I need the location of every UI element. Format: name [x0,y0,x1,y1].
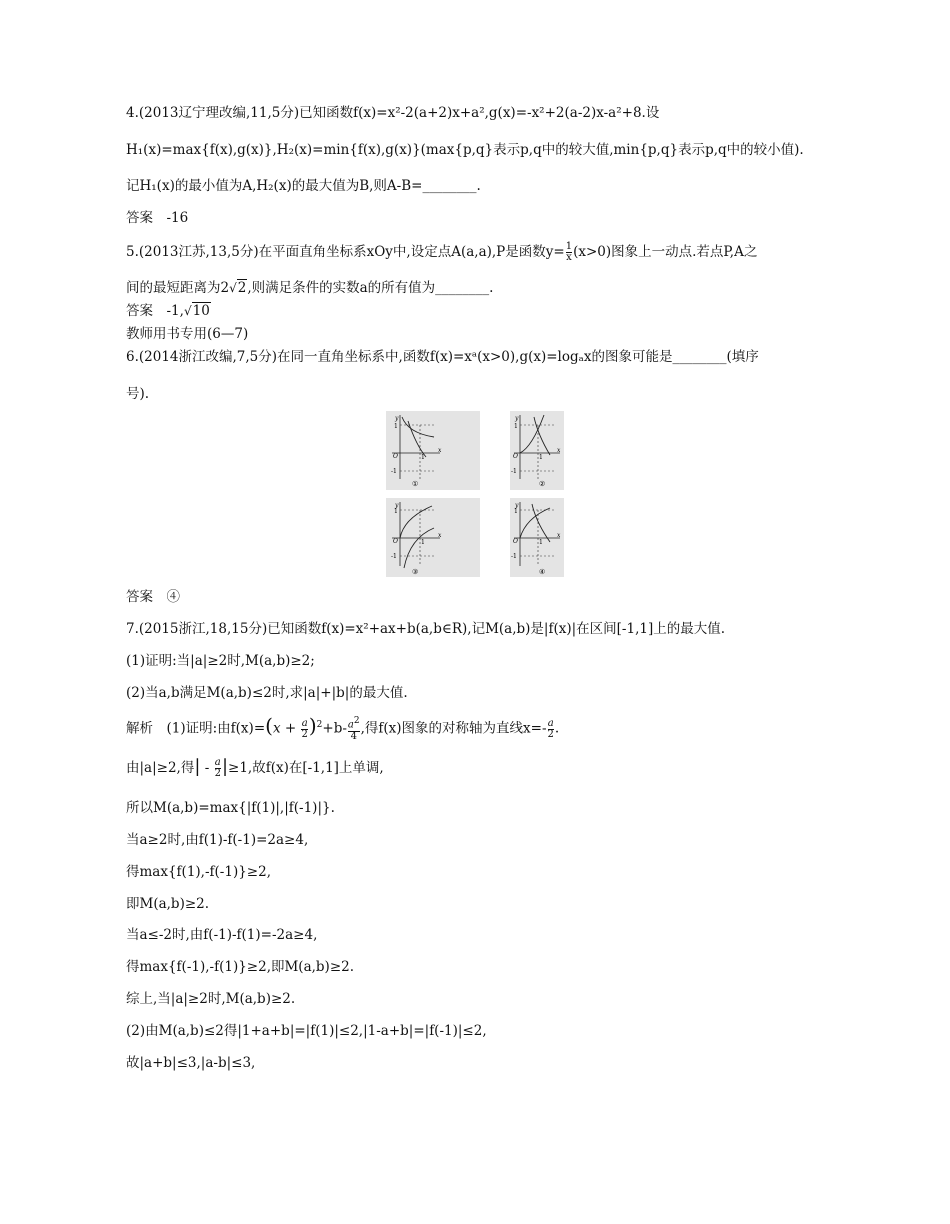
y-tick-one: 1 [514,423,518,430]
origin-label: O [393,453,398,460]
sol2-text-b: ≥1,故f(x)在[-1,1]上单调, [228,760,384,776]
q7-solution-line10: (2)由M(a,b)≤2得|1+a+b|=|f(1)|≤2,|1-a+b|=|f(-1)|≤2, [126,1023,487,1039]
q6-figure-1 [386,411,480,490]
origin-label: O [393,538,398,545]
q4-stem-line3: 记H₁(x)的最小值为A,H₂(x)的最大值为B,则A-B=________. [126,178,481,194]
q4-stem-line2: H₁(x)=max{f(x),g(x)},H₂(x)=min{f(x),g(x)}(max{p,q}表示p,q中的较大值,min{p,q}表示p,q中的较小值). [126,142,804,158]
q4-stem-line1: 4.(2013辽宁理改编,11,5分)已知函数f(x)=x²-2(a+2)x+a²,g(x)=-x²+2(a-2)x-a²+8.设 [126,105,660,121]
q7-solution-line7: 当a≤-2时,由f(-1)-f(1)=-2a≥4, [126,927,318,943]
y-tick-one: 1 [394,423,398,430]
q5-stem-line1 [126,242,757,263]
q5-answer-sqrt: 10 [192,303,210,319]
axis-x-label: x [438,532,442,539]
sol1-text-d: . [554,720,560,737]
q7-solution-line5: 得max{f(1),-f(-1)}≥2, [126,864,271,880]
y-tick-one: 1 [514,508,518,515]
q7-stem-line1: 7.(2015浙江,18,15分)已知函数f(x)=x²+ax+b(a,b∈R),记M(a,b)是|f(x)|在区间[-1,1]上的最大值. [126,621,726,637]
y-tick-neg-one: -1 [511,553,517,560]
figure-label: ④ [539,568,546,576]
q7-solution-line6: 即M(a,b)≥2. [126,896,210,912]
origin-label: O [513,453,518,460]
q5-sqrt2: 2 [237,280,247,296]
q5-text-c: 间的最短距离为2 [126,280,230,296]
q7-solution-line9: 综上,当|a|≥2时,M(a,b)≥2. [126,991,296,1007]
q7-part2: (2)当a,b满足M(a,b)≤2时,求|a|+|b|的最大值. [126,685,408,701]
q7-solution-line4: 当a≥2时,由f(1)-f(-1)=2a≥4, [126,832,309,848]
q7-solution-line8: 得max{f(-1),-f(1)}≥2,即M(a,b)≥2. [126,959,355,975]
y-tick-neg-one: -1 [391,553,397,560]
axis-x-label: x [557,532,561,539]
q7-solution-line2: 由|a|≥2,得| - $\frac{a}{2}$ |≥1,故f(x)在[-1,1]上单调, [126,756,384,779]
teacher-section-heading: 教师用书专用(6—7) [126,326,249,342]
y-tick-neg-one: -1 [391,468,397,475]
x-tick-one: 1 [539,539,543,546]
x-tick-one: 1 [421,454,425,461]
q5-text-d: ,则满足条件的实数a的所有值为________. [247,280,494,296]
axis-x-label: x [438,447,442,454]
q5-answer-text: 答案 -1, [126,303,184,319]
axis-y-label: y [515,502,519,509]
q6-stem-line1: 6.(2014浙江改编,7,5分)在同一直角坐标系中,函数f(x)=xᵃ(x>0),g(x)=logₐx的图象可能是________(填序 [126,349,759,365]
q6-graph-1 [386,411,480,490]
q6-answer: 答案 ④ [126,589,180,605]
axis-y-label: y [395,502,399,509]
axis-y-label: y [515,415,519,422]
x-tick-one: 1 [539,454,543,461]
figure-label: ① [412,480,419,488]
q5-stem-line2: 间的最短距离为2√2,则满足条件的实数a的所有值为________. [126,280,494,296]
q6-figure-3 [386,498,480,577]
axis-x-label: x [557,447,561,454]
q6-graph-2 [510,411,564,490]
q5-frac-den: x [566,252,572,263]
q4-answer: 答案 -16 [126,210,189,226]
sol2-text-a: 由|a|≥2,得 [126,760,195,776]
sol1-text-b: +b- [322,720,347,737]
q6-graph-3 [386,498,480,577]
origin-label: O [513,538,518,545]
q6-figure-2 [510,411,564,490]
y-tick-neg-one: -1 [511,468,517,475]
figure-label: ③ [412,568,419,576]
x-tick-one: 1 [421,539,425,546]
q6-graph-4 [510,498,564,577]
q5-frac-num: 1 [565,241,573,252]
figure-label: ② [539,480,546,488]
q7-solution-line11: 故|a+b|≤3,|a-b|≤3, [126,1055,256,1071]
q5-answer: 答案 -1,√10 [126,303,210,319]
q6-figure-4 [510,498,564,577]
sol1-text-c: ,得f(x)图象的对称轴为直线x=- [360,720,547,737]
q7-solution-line3: 所以M(a,b)=max{|f(1)|,|f(-1)|}. [126,800,335,816]
q7-part1: (1)证明:当|a|≥2时,M(a,b)≥2; [126,653,315,669]
y-tick-one: 1 [394,508,398,515]
q5-text-b: (x>0)图象上一动点.若点P,A之 [573,244,758,260]
q6-stem-line2: 号). [126,386,150,402]
axis-y-label: y [395,415,399,422]
sol1-text-a: 解析 (1)证明:由f(x)= [126,720,266,737]
q5-text-a: 5.(2013江苏,13,5分)在平面直角坐标系xOy中,设定点A(a,a),P是函数y= [126,244,565,260]
q7-solution-line1: 解析 (1)证明:由f(x)=(x + $\frac{a}{2}$ )$^2$+b- $\frac{a^2}{4}$ ,得f(x)图象的对称轴为直线x=- $\frac{a}{2}$ . [126,713,560,742]
q5-fraction [566,242,572,263]
